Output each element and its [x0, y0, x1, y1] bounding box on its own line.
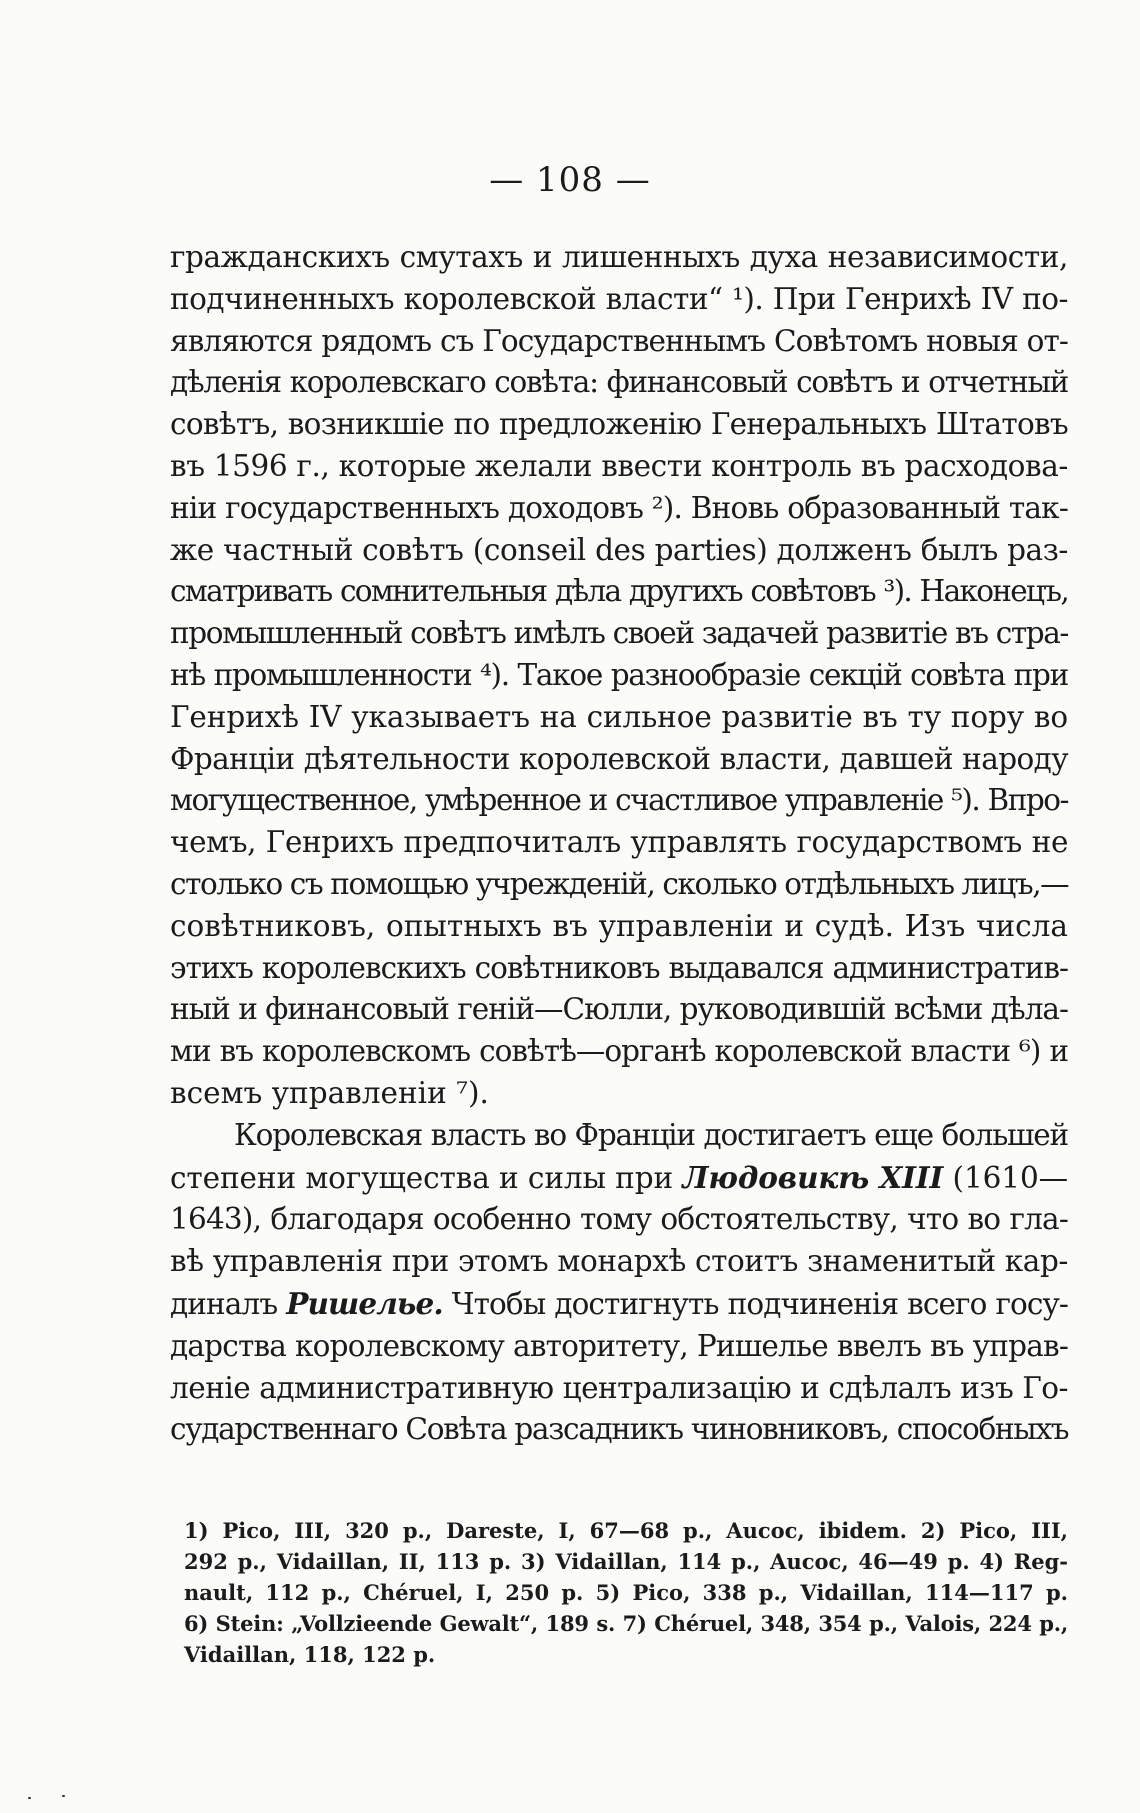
- scan-speck: [28, 1797, 31, 1799]
- text-line: всемъ управленіи ⁷).: [170, 1075, 489, 1110]
- scan-speck: [62, 1795, 65, 1797]
- text-line: ніи государственныхъ доходовъ ²). Вновь образованный так-: [170, 490, 1068, 525]
- text-line: Генрихѣ IV указываетъ на сильное развитіе въ ту пору во: [170, 699, 1068, 734]
- footnote-line: Vidaillan, 118, 122 p.: [184, 1642, 436, 1667]
- text-line: Королевская власть во Франціи достигаетъ еще большей: [234, 1117, 1068, 1152]
- text-line: могущественное, умѣренное и счастливое управленіе ⁵). Впро-: [170, 783, 1068, 818]
- text-run: (1610—: [952, 1160, 1069, 1195]
- text-line: ми въ королевскомъ совѣтѣ—органѣ королевской власти ⁶) и: [170, 1034, 1068, 1069]
- text-line: ный и финансовый геній—Сюлли, руководившій всѣми дѣла-: [170, 992, 1068, 1027]
- italic-name: Ришелье.: [286, 1285, 443, 1321]
- text-line: гражданскихъ смутахъ и лишенныхъ духа независимости,: [170, 240, 1068, 274]
- footnote-line: 6) Stein: „Vollzieende Gewalt“, 189 s. 7) Chéruel, 348, 354 p., Valois, 224 p.,: [184, 1611, 1068, 1636]
- text-line: этихъ королевскихъ совѣтниковъ выдавался административ-: [170, 950, 1068, 985]
- footnote-line: 1) Pico, III, 320 p., Dareste, I, 67—68 p., Aucoc, ibidem. 2) Pico, III,: [184, 1518, 1068, 1543]
- text-line: вѣ управленія при этомъ монархѣ стоитъ знаменитый кар-: [170, 1244, 1068, 1279]
- text-line: промышленный совѣтъ имѣлъ своей задачей развитіе въ стра-: [170, 616, 1068, 651]
- text-run: диналъ: [170, 1286, 278, 1321]
- text-line: совѣтъ, возникшіе по предложенію Генеральныхъ Штатовъ: [170, 407, 1068, 442]
- text-line: дѣленія королевскаго совѣта: финансовый совѣтъ и отчетный: [170, 365, 1068, 400]
- page-number: — 108 —: [489, 160, 651, 200]
- text-line: совѣтниковъ, опытныхъ въ управленіи и судѣ. Изъ числа: [170, 908, 1068, 943]
- text-line: дарства королевскому авторитету, Ришелье ввелъ въ управ-: [170, 1328, 1068, 1363]
- text-line: въ 1596 г., которые желали ввести контроль въ расходова-: [170, 448, 1068, 483]
- text-line: [170, 1283, 1068, 1326]
- text-line: столько съ помощью учрежденій, сколько отдѣльныхъ лицъ,—: [170, 866, 1069, 901]
- text-line: Франціи дѣятельности королевской власти, давшей народу: [170, 741, 1068, 776]
- text-line: нѣ промышленности ⁴). Такое разнообразіе секцій совѣта при: [170, 657, 1068, 692]
- text-line: сматривать сомнительныя дѣла другихъ совѣтовъ ³). Наконецъ,: [170, 574, 1068, 609]
- text-line: леніе административную централизацію и сдѣлалъ изъ Го-: [170, 1370, 1068, 1405]
- text-line: же частный совѣтъ (conseil des parties) долженъ былъ раз-: [170, 532, 1068, 567]
- footnote-line: nault, 112 p., Chéruel, I, 250 p. 5) Pico, 338 p., Vidaillan, 114—117 p.: [184, 1580, 1068, 1605]
- text-line: сударственнаго Совѣта разсадникъ чиновниковъ, способныхъ: [170, 1412, 1069, 1447]
- italic-name: Людовикѣ XIII: [682, 1159, 944, 1195]
- body-text: [170, 237, 1068, 1451]
- text-line: [170, 1157, 1068, 1200]
- text-line: являются рядомъ съ Государственнымъ Совѣтомъ новыя от-: [170, 323, 1068, 358]
- text-run: степени могущества и силы при: [170, 1160, 674, 1195]
- footnote-line: 292 p., Vidaillan, II, 113 p. 3) Vidaillan, 114 p., Aucoc, 46—49 p. 4) Reg-: [184, 1549, 1068, 1574]
- text-line: подчиненныхъ королевской власти“ ¹). При Генрихѣ IV по-: [170, 281, 1068, 316]
- text-line: чемъ, Генрихъ предпочиталъ управлять государствомъ не: [170, 825, 1068, 860]
- footnotes: [184, 1515, 1068, 1670]
- text-line: 1643), благодаря особенно тому обстоятельству, что во гла-: [170, 1202, 1068, 1237]
- text-run: Чтобы достигнуть подчиненія всего госу-: [451, 1286, 1069, 1321]
